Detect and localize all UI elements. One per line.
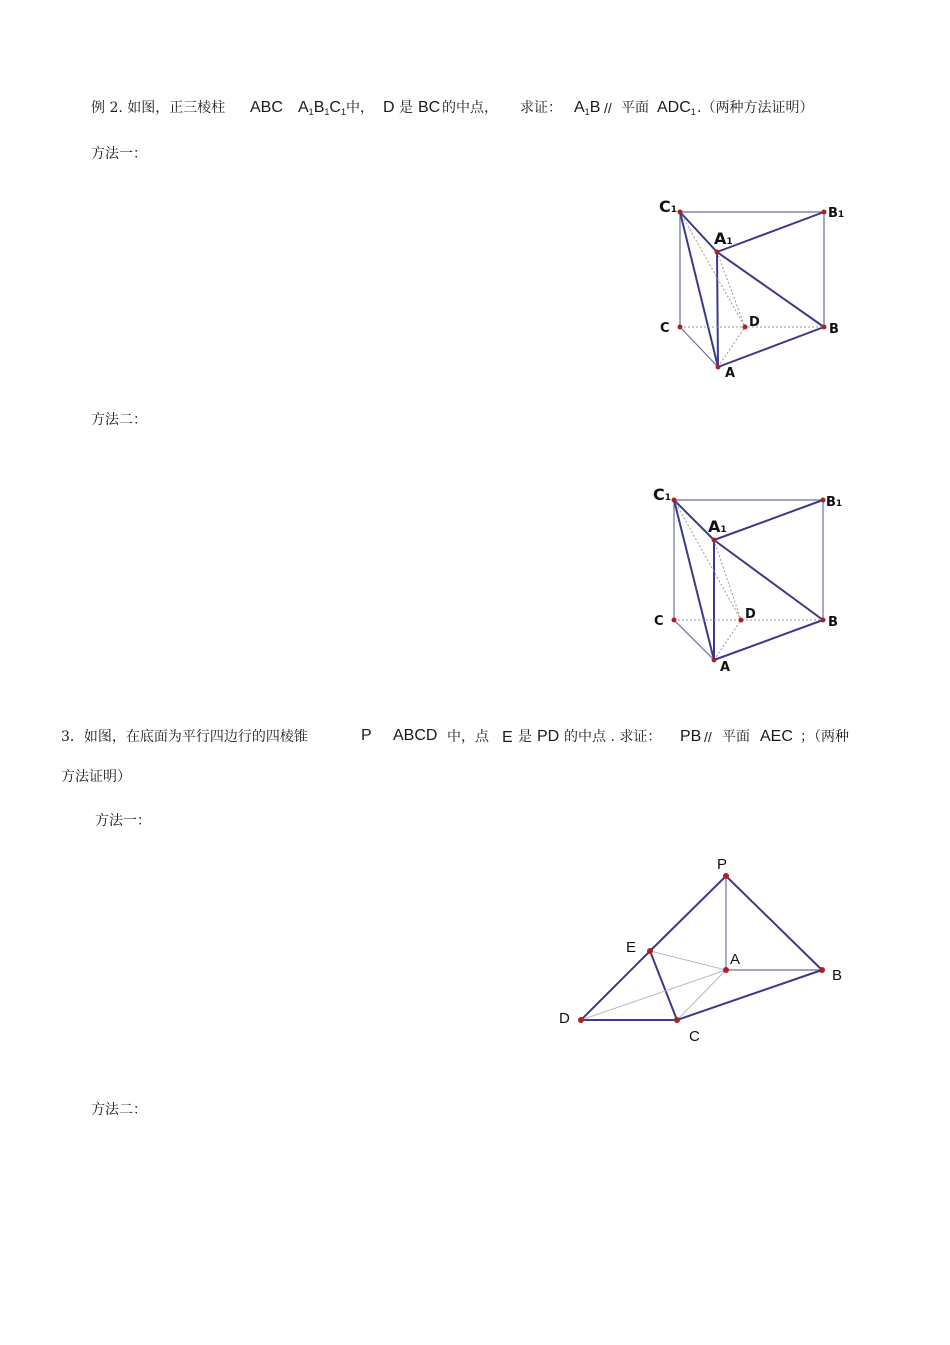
edge-e-c — [650, 951, 677, 1020]
point-d — [578, 1017, 584, 1023]
point-b1 — [821, 498, 826, 503]
label-b1: B1 — [826, 495, 843, 510]
point-b — [819, 967, 825, 973]
parallel-symbol-3: // — [704, 729, 712, 745]
pb-label: PB — [680, 728, 702, 745]
label-c1: C1 — [653, 485, 672, 504]
label-a1: A1 — [708, 517, 727, 536]
point-c1 — [672, 498, 677, 503]
edge-a1-a — [717, 252, 718, 367]
point-a1 — [712, 538, 717, 543]
label-c: C — [689, 1028, 700, 1045]
label-d: D — [749, 315, 760, 330]
point-p — [723, 873, 729, 879]
point-c — [672, 618, 677, 623]
point-a — [712, 658, 717, 663]
label-b: B — [828, 615, 838, 630]
edge-a1-b — [717, 252, 824, 327]
abcd-label: ABCD — [393, 727, 438, 744]
problem3-line2: 方法证明） — [61, 769, 131, 785]
is-text: 是 — [399, 100, 413, 116]
edge-a1-b1 — [717, 212, 824, 252]
edge-a1-b1 — [714, 500, 823, 540]
example2-method2: 方法二： — [91, 412, 147, 428]
hidden-e-a — [650, 951, 726, 970]
hidden-a1-d — [714, 540, 741, 620]
point-e — [647, 948, 653, 954]
adc1-label: $ADC_1$ — [657, 99, 696, 117]
point-c — [678, 325, 683, 330]
problem3-method1: 方法一： — [95, 813, 151, 829]
point-d — [739, 618, 744, 623]
label-e: E — [626, 939, 637, 956]
point-a — [716, 365, 721, 370]
point-c — [674, 1017, 680, 1023]
edge-e-d — [581, 951, 650, 1020]
prism-top-label: $A_1B_1C_1$ — [298, 99, 346, 117]
point-b — [822, 325, 827, 330]
point-b1 — [822, 210, 827, 215]
problem3-tail: ；（两种 — [800, 729, 849, 745]
label-a1: A1 — [714, 229, 733, 248]
label-d: D — [745, 607, 756, 622]
problem3-method2: 方法二： — [91, 1102, 147, 1118]
d-label: D — [383, 99, 395, 116]
bc-label: BC — [418, 99, 441, 116]
aec-label: AEC — [760, 728, 793, 745]
midpoint-text: 的中点， — [442, 100, 498, 116]
label-a: A — [725, 366, 736, 381]
prism-figure-2 — [634, 478, 854, 678]
point-a — [723, 967, 729, 973]
example2-prefix: 例 2. 如图，正三棱柱 — [91, 100, 226, 116]
abc-label: ABC — [250, 99, 283, 116]
example2-method1: 方法一： — [91, 146, 147, 162]
pyramid-figure — [550, 848, 870, 1048]
label-b: B — [832, 967, 843, 984]
point-b — [821, 618, 826, 623]
label-p: P — [717, 856, 728, 873]
pd-label: PD — [537, 728, 560, 745]
edge-p-e — [650, 876, 726, 951]
edge-a-b — [718, 327, 824, 367]
label-c: C — [654, 614, 664, 629]
in-text: 中， — [346, 100, 374, 116]
edge-a-b — [714, 620, 823, 660]
problem3-prefix: 3．如图，在底面为平行四边行的四棱锥 — [61, 729, 308, 745]
in-point-text: 中，点 — [447, 729, 489, 745]
parallel-symbol: // — [604, 100, 612, 116]
e-label: E — [502, 729, 513, 746]
hidden-d-a — [581, 970, 726, 1020]
label-c: C — [660, 321, 670, 336]
label-a: A — [720, 660, 731, 675]
prism-figure-1 — [640, 190, 860, 390]
plane-text: 平面 — [621, 100, 649, 116]
label-c1: C1 — [659, 197, 678, 216]
edge-c-b — [677, 970, 822, 1020]
prove-text: 求证： — [520, 100, 562, 116]
midpoint-text-3: 的中点 . 求证： — [564, 729, 662, 745]
p-label: P — [361, 727, 372, 744]
label-b: B — [829, 322, 839, 337]
point-c1 — [678, 210, 683, 215]
a1b-label: $A_1B$ — [574, 99, 601, 117]
edge-a1-b — [714, 540, 823, 620]
label-b1: B1 — [828, 206, 845, 221]
is-text-3: 是 — [518, 729, 532, 745]
label-a: A — [730, 951, 741, 968]
edge-p-b — [726, 876, 822, 970]
point-a1 — [715, 250, 720, 255]
point-d — [743, 325, 748, 330]
example2-tail: .（两种方法证明） — [697, 100, 814, 116]
hidden-a1-d — [717, 252, 745, 327]
label-d: D — [559, 1010, 570, 1027]
edge-c1-a — [680, 212, 718, 367]
plane-text-3: 平面 — [722, 729, 750, 745]
hidden-c1-d — [680, 212, 745, 327]
